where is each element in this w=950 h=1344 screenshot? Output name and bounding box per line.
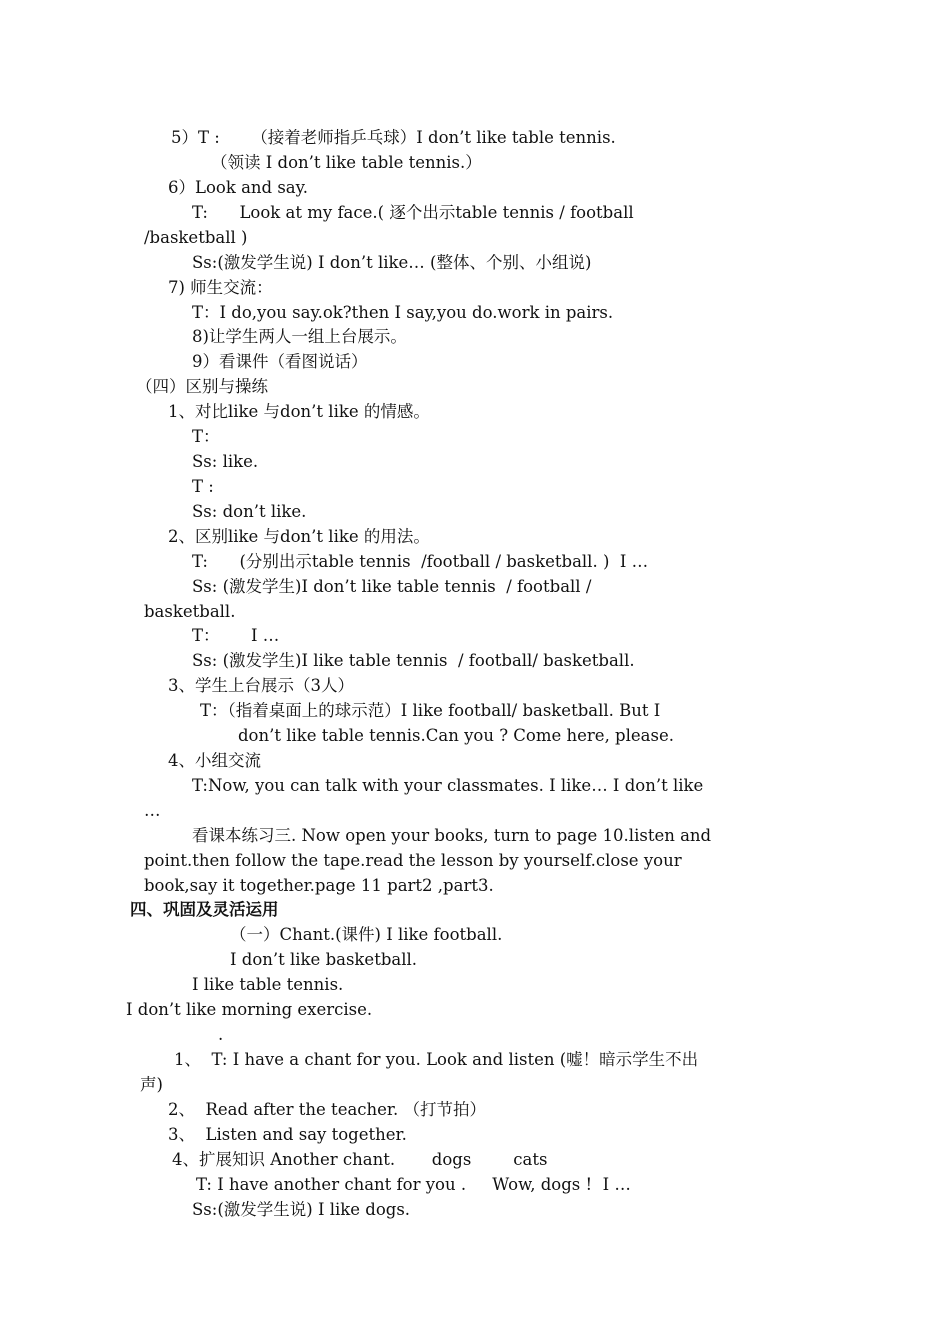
text-line: … xyxy=(144,801,161,820)
text-line: Ss: don’t like. xyxy=(192,502,307,521)
text-line: T: I have another chant for you . Wow, dogs ! I … xyxy=(196,1175,631,1194)
text-line: book,say it together.page 11 part2 ,part3. xyxy=(144,876,494,895)
text-line: （领读 I don’t like table tennis.） xyxy=(211,153,482,172)
section-heading: （四）区别与操练 xyxy=(136,377,268,396)
text-line: 9）看课件（看图说话） xyxy=(192,352,368,371)
text-line: T： xyxy=(192,427,220,446)
text-line: 4、小组交流 xyxy=(168,751,261,770)
text-line: T:Now, you can talk with your classmates. I like… I don’t like xyxy=(192,776,704,795)
text-line: 2、 Read after the teacher. （打节拍） xyxy=(168,1100,486,1119)
text-line: 1、 T: I have a chant for you. Look and listen (嘘！暗示学生不出 xyxy=(174,1050,699,1069)
text-line: T: (分别出示table tennis /football / basketball. ) I … xyxy=(192,552,649,571)
text-line: T： I … xyxy=(192,626,280,645)
text-line: basketball. xyxy=(144,602,236,621)
text-line: Ss:(激发学生说) I don’t like… (整体、个别、小组说) xyxy=(192,253,592,272)
text-line: 3、学生上台展示（3人） xyxy=(168,676,354,695)
text-line: 看课本练习三. Now open your books, turn to page 10.listen and xyxy=(192,826,712,845)
text-line: （一）Chant.(课件) I like football. xyxy=(230,925,503,944)
text-line: I don’t like morning exercise. xyxy=(126,1000,373,1019)
text-line: 声) xyxy=(140,1075,163,1094)
text-line: don’t like table tennis.Can you ? Come here, please. xyxy=(238,726,674,745)
text-line: Ss: (激发学生)I don’t like table tennis / football / xyxy=(192,577,592,596)
text-line: T：I do,you say.ok?then I say,you do.work in pairs. xyxy=(192,303,614,322)
text-line: T : xyxy=(192,477,214,496)
text-line: Ss: (激发学生)I like table tennis / football/ basketball. xyxy=(192,651,635,670)
text-line: Ss: like. xyxy=(192,452,259,471)
text-line: T：（指着桌面上的球示范）I like football/ basketball. But I xyxy=(200,701,661,720)
text-line: 5）T : （接着老师指乒乓球）I don’t like table tennis. xyxy=(171,128,616,147)
text-line: 3、 Listen and say together. xyxy=(168,1125,407,1144)
text-line: . xyxy=(218,1025,224,1044)
text-line: I like table tennis. xyxy=(192,975,344,994)
text-line: I don’t like basketball. xyxy=(230,950,418,969)
text-line: point.then follow the tape.read the lesson by yourself.close your xyxy=(144,851,682,870)
text-line: 4、扩展知识 Another chant. dogs cats xyxy=(172,1150,548,1169)
text-line: 6）Look and say. xyxy=(168,178,309,197)
text-line: /basketball ) xyxy=(144,228,248,247)
text-line: 7) 师生交流： xyxy=(168,278,273,297)
text-line: 1、对比like 与don’t like 的情感。 xyxy=(168,402,430,421)
text-line: T: Look at my face.( 逐个出示table tennis / football xyxy=(192,203,634,222)
text-line: 8)让学生两人一组上台展示。 xyxy=(192,327,407,346)
text-line: 2、区别like 与don’t like 的用法。 xyxy=(168,527,430,546)
section-heading: 四、巩固及灵活运用 xyxy=(130,900,279,919)
text-line: Ss:(激发学生说) I like dogs. xyxy=(192,1200,411,1219)
